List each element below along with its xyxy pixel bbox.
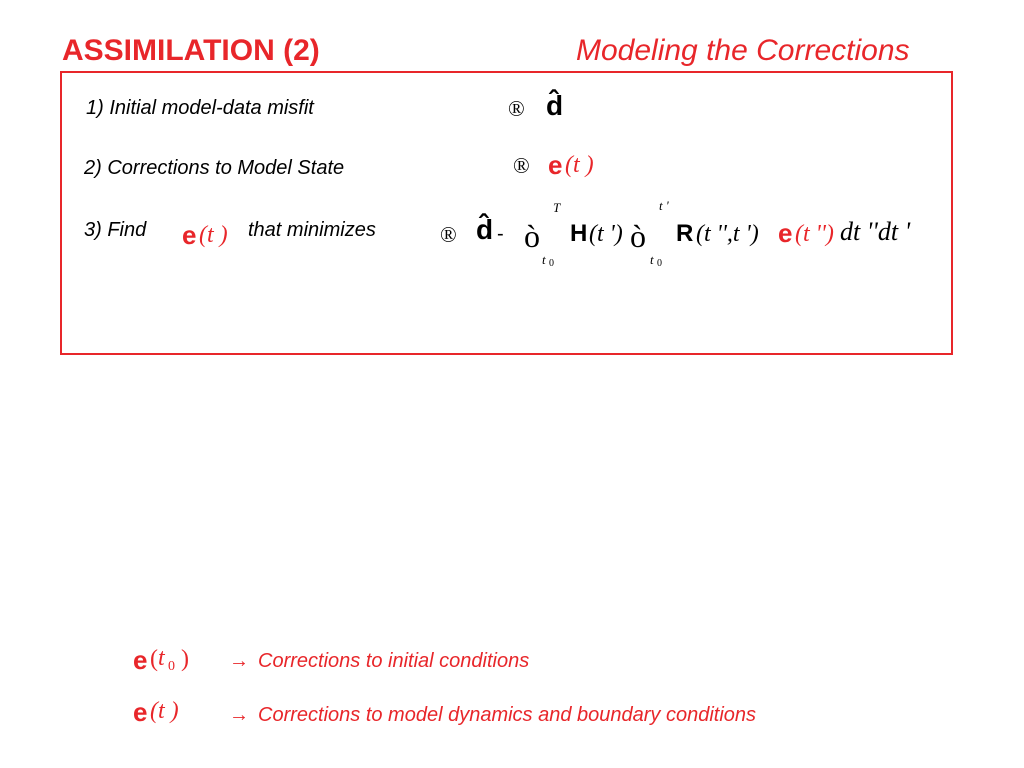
integral-1-upper-limit: T (553, 200, 561, 215)
note-2-e: e (133, 697, 148, 727)
step-3-label-post: that minimizes (248, 219, 376, 241)
step-2-label: 2) Corrections to Model State (84, 157, 345, 179)
integral-2-upper-limit: t ' (659, 198, 669, 213)
integral-1-lower-sub: 0 (549, 258, 554, 269)
equation-dhat: d̂ (476, 214, 494, 245)
note-1-close-paren: ) (181, 646, 189, 672)
note-1-open-paren: ( (150, 646, 158, 672)
integral-1-sign: ò (524, 218, 540, 254)
equation-e-arg: (t '') (795, 221, 834, 247)
step-2-arrow-symbol: ® (513, 153, 530, 178)
page-subtitle: Modeling the Corrections (576, 34, 910, 67)
equation-minus: - (497, 223, 504, 245)
equation-R-arg: (t '',t ') (696, 221, 759, 247)
step-3-label-pre: 3) Find (84, 219, 147, 241)
note-1-e: e (133, 645, 148, 675)
equation-differentials: dt ''dt ' (840, 217, 911, 246)
equation-H-arg: (t ') (589, 221, 623, 247)
integral-2-lower-limit: t (650, 252, 654, 267)
step-3-e: e (182, 220, 197, 250)
step-2-e: e (548, 150, 563, 180)
integral-1-lower-limit: t (542, 252, 546, 267)
equation-e: e (778, 218, 793, 248)
page-title: ASSIMILATION (2) (62, 34, 320, 67)
note-1-text: Corrections to initial conditions (258, 650, 530, 672)
note-1-subscript: 0 (168, 659, 175, 674)
integral-2-sign: ò (630, 218, 646, 254)
step-1-arrow-symbol: ® (508, 96, 525, 121)
note-2-text: Corrections to model dynamics and boundary conditions (258, 704, 757, 726)
equation-R: R (676, 220, 694, 247)
step-3-arrow-symbol: ® (440, 222, 457, 247)
step-2-e-arg: (t ) (565, 152, 594, 178)
note-2-arrow-icon: → (229, 704, 249, 726)
note-1-t: t (158, 645, 165, 671)
step-3-e-arg: (t ) (199, 222, 228, 248)
note-1-arrow-icon: → (229, 650, 249, 672)
step-1-dhat: d̂ (546, 90, 564, 121)
integral-2-lower-sub: 0 (657, 258, 662, 269)
note-2-arg: (t ) (150, 698, 179, 724)
step-1-label: 1) Initial model-data misfit (86, 97, 314, 119)
equation-H: H (570, 220, 588, 247)
